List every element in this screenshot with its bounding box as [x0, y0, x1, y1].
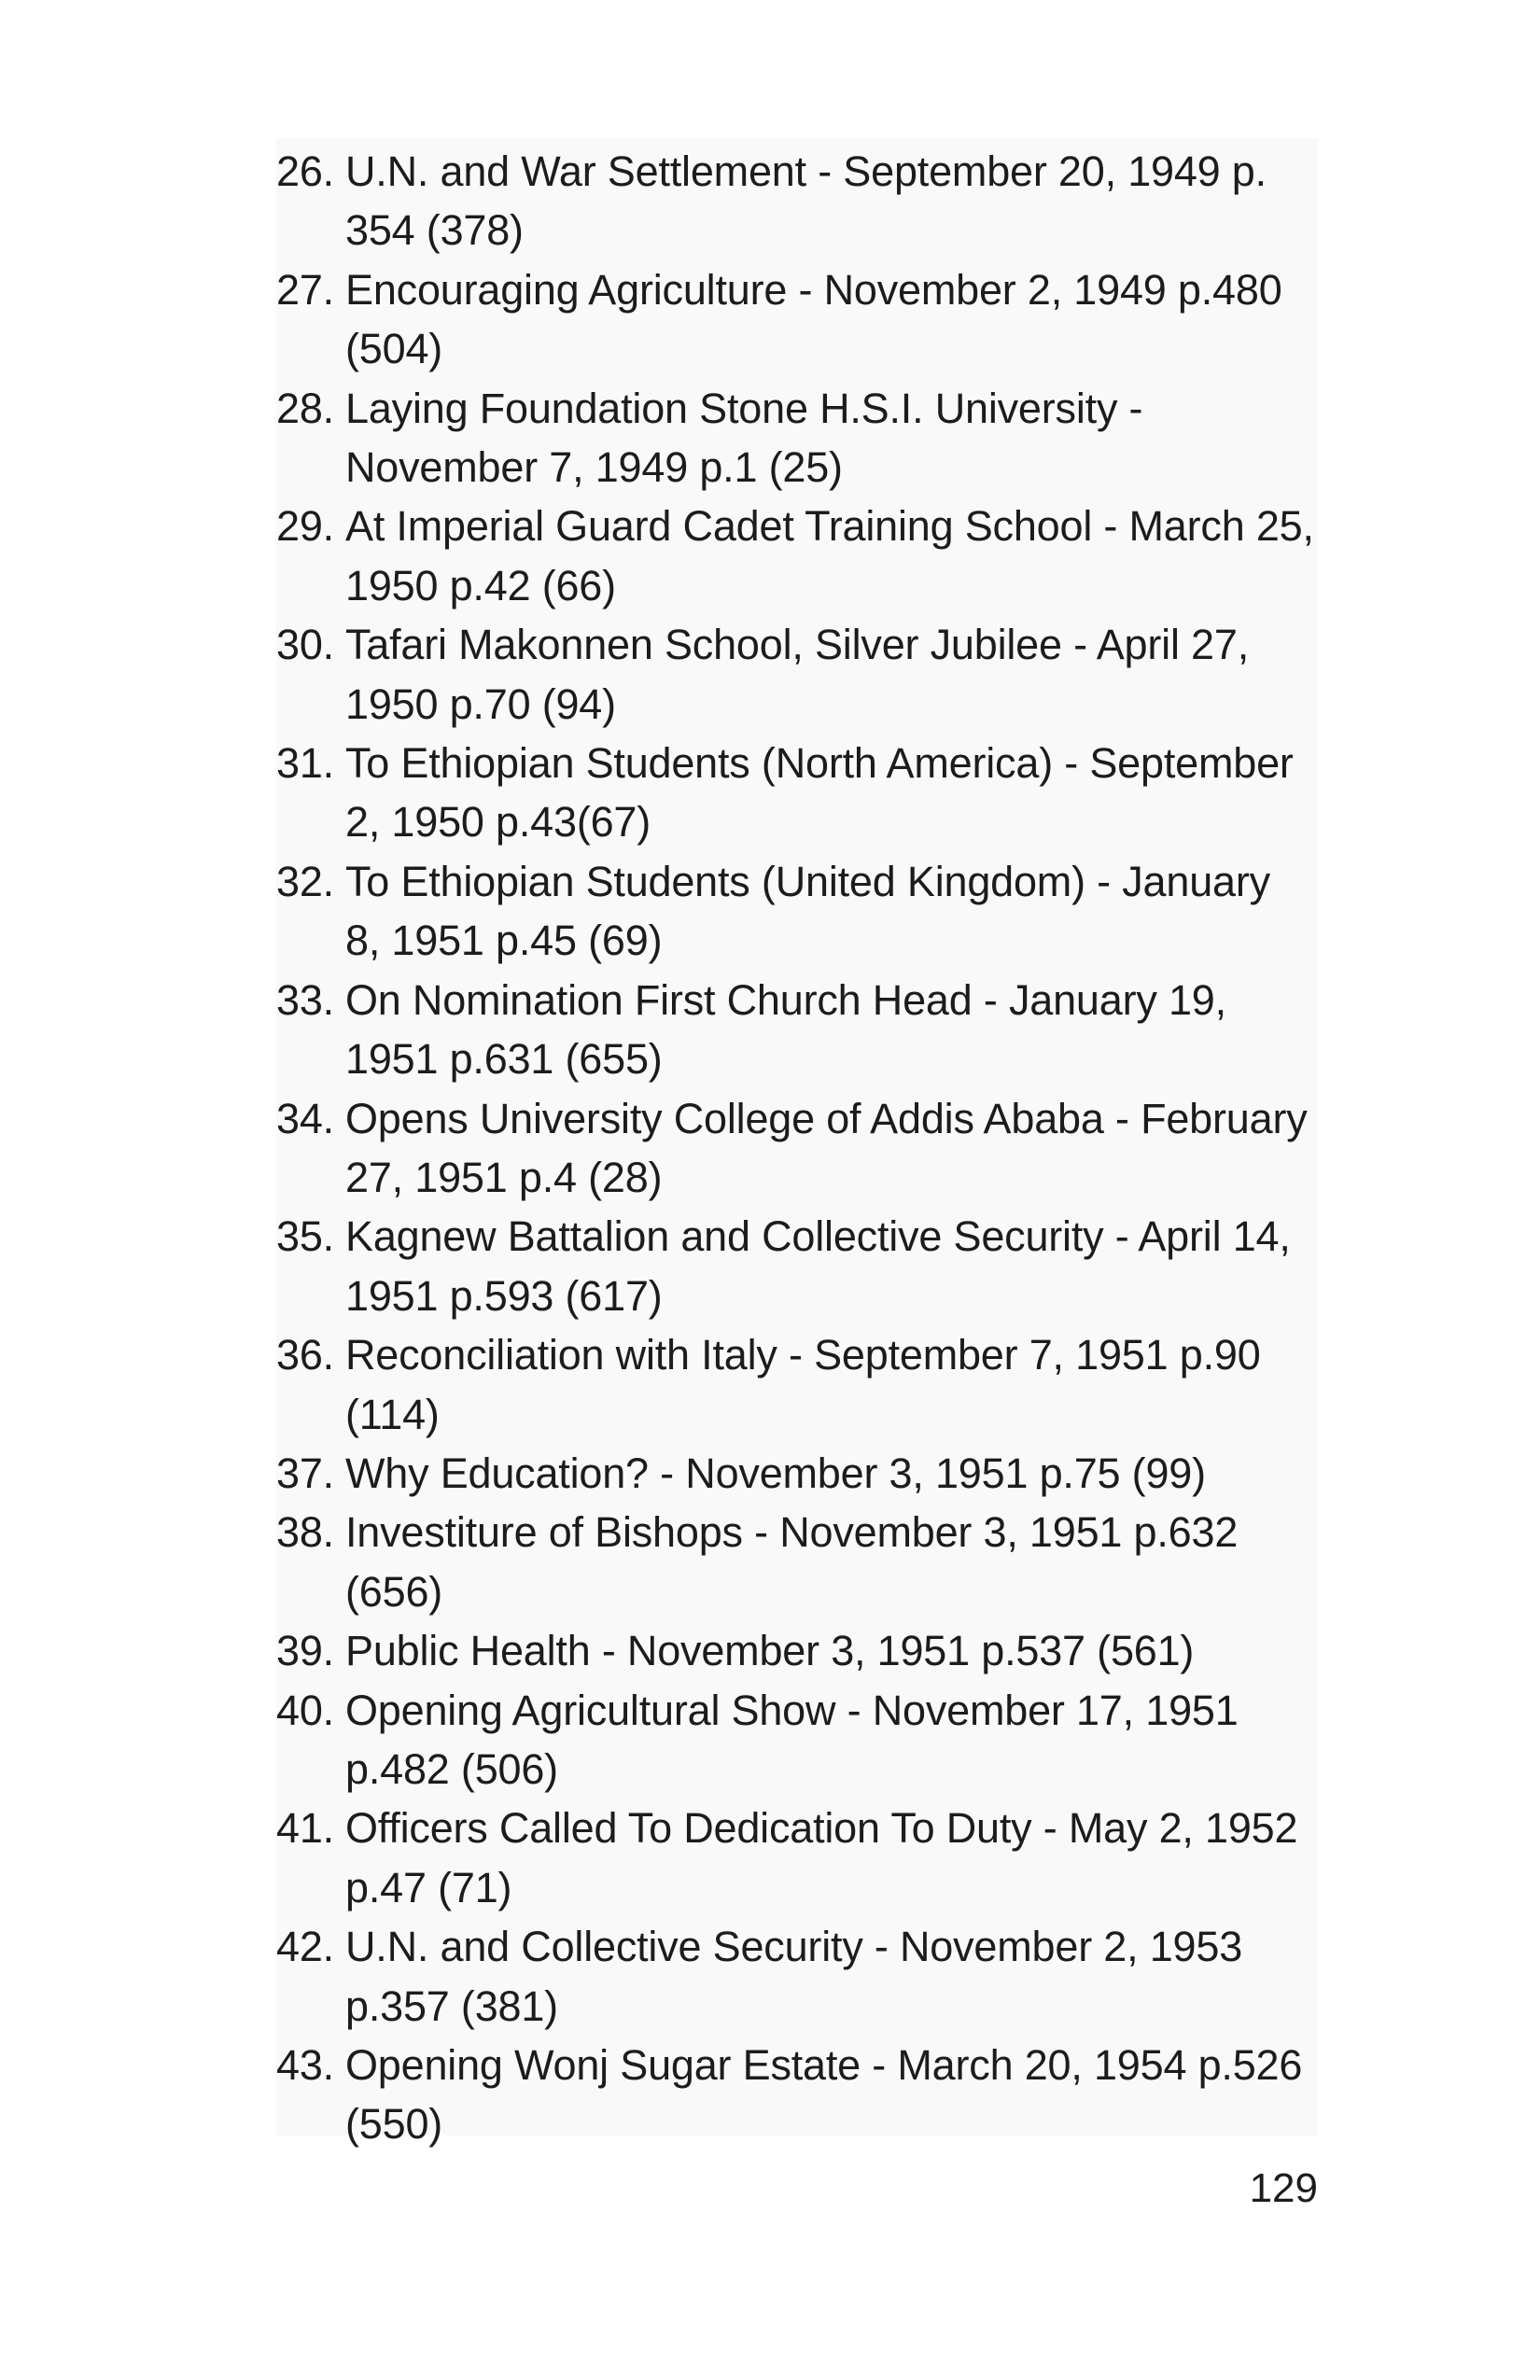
item-number: 27.: [276, 265, 334, 314]
item-text: Opening Agricultural Show - November 17, 1951 p.482 (506): [345, 1686, 1239, 1793]
item-number: 29.: [276, 502, 334, 551]
item-number: 31.: [276, 739, 334, 788]
list-item: [276, 260, 1318, 379]
item-text: Laying Foundation Stone H.S.I. University - November 7, 1949 p.1 (25): [345, 384, 1143, 492]
item-number: 35.: [276, 1212, 334, 1261]
item-text: Public Health - November 3, 1951 p.537 (561): [345, 1627, 1195, 1675]
item-number: 26.: [276, 147, 334, 195]
item-text: Why Education? - November 3, 1951 p.75 (99): [345, 1449, 1206, 1497]
item-text: Encouraging Agriculture - November 2, 1949 p.480 (504): [345, 265, 1282, 373]
list-item: [276, 1207, 1318, 1325]
item-number: 34.: [276, 1094, 334, 1142]
speech-index-block: [276, 138, 1318, 2149]
list-item: [276, 2036, 1318, 2154]
item-text: Opens University College of Addis Ababa - February 27, 1951 p.4 (28): [345, 1094, 1308, 1201]
list-item: [276, 497, 1318, 615]
item-number: 42.: [276, 1923, 334, 1971]
item-number: 28.: [276, 384, 334, 432]
item-number: 37.: [276, 1449, 334, 1497]
list-item: [276, 142, 1318, 260]
item-text: On Nomination First Church Head - January 19, 1951 p.631 (655): [345, 975, 1226, 1084]
item-text: To Ethiopian Students (United Kingdom) - January 8, 1951 p.45 (69): [345, 857, 1270, 965]
item-text: To Ethiopian Students (North America) - September 2, 1950 p.43(67): [345, 739, 1294, 847]
speech-index-list: [276, 142, 1318, 2154]
item-number: 32.: [276, 857, 334, 905]
list-item: [276, 1917, 1318, 2036]
list-item: [276, 1503, 1318, 1621]
list-item: [276, 1325, 1318, 1444]
item-number: 36.: [276, 1331, 334, 1379]
item-number: 30.: [276, 621, 334, 669]
item-number: 41.: [276, 1804, 334, 1853]
item-text: Kagnew Battalion and Collective Security - April 14, 1951 p.593 (617): [345, 1212, 1291, 1320]
item-text: At Imperial Guard Cadet Training School - March 25, 1950 p.42 (66): [345, 502, 1314, 609]
item-text: Officers Called To Dedication To Duty - May 2, 1952 p.47 (71): [345, 1804, 1298, 1911]
list-item: [276, 615, 1318, 734]
item-number: 38.: [276, 1508, 334, 1557]
item-text: Reconciliation with Italy - September 7, 1951 p.90 (114): [345, 1331, 1261, 1438]
item-number: 33.: [276, 975, 334, 1024]
item-number: 43.: [276, 2041, 334, 2089]
list-item: [276, 1799, 1318, 1917]
item-text: Investiture of Bishops - November 3, 1951 p.632 (656): [345, 1508, 1239, 1616]
item-number: 39.: [276, 1627, 334, 1675]
item-text: U.N. and War Settlement - September 20, 1949 p. 354 (378): [345, 147, 1267, 255]
item-text: U.N. and Collective Security - November 2, 1953 p.357 (381): [345, 1923, 1243, 2030]
list-item: [276, 734, 1318, 852]
page-number: 129: [1249, 2165, 1318, 2211]
list-item: [276, 1444, 1318, 1503]
list-item: [276, 852, 1318, 971]
list-item: [276, 1621, 1318, 1680]
item-number: 40.: [276, 1686, 334, 1734]
item-text: Tafari Makonnen School, Silver Jubilee - April 27, 1950 p.70 (94): [345, 621, 1250, 728]
list-item: [276, 1681, 1318, 1799]
list-item: [276, 379, 1318, 497]
list-item: [276, 1089, 1318, 1208]
list-item: [276, 971, 1318, 1089]
item-text: Opening Wonj Sugar Estate - March 20, 1954 p.526 (550): [345, 2041, 1303, 2149]
